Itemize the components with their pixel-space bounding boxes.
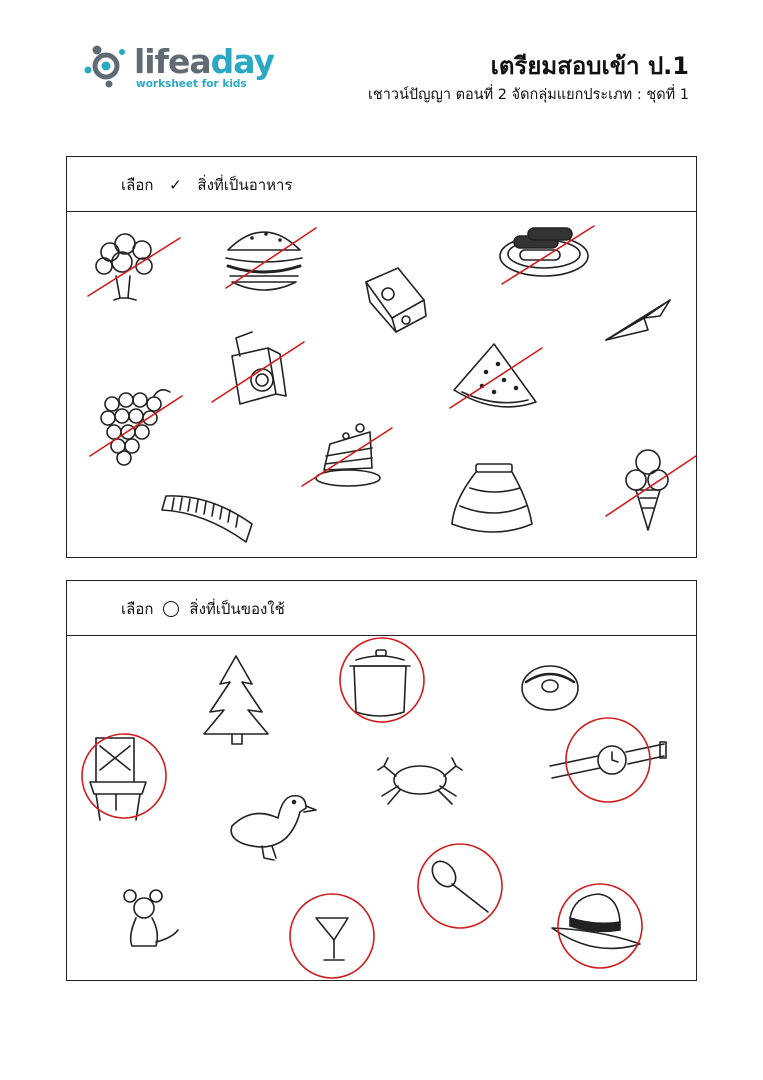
checkmark-icon: ✓ <box>169 176 182 194</box>
answer-circles <box>82 638 650 978</box>
glass-icon <box>316 918 348 960</box>
circle-chair <box>82 734 166 818</box>
juice-box-icon <box>232 332 286 404</box>
strike-ice-cream <box>606 456 696 516</box>
chair-icon <box>90 738 146 820</box>
mouse-icon <box>124 890 178 946</box>
crab-icon <box>378 758 462 804</box>
logo-tagline: worksheet for kids <box>136 78 247 90</box>
pot-icon <box>350 650 410 716</box>
page-title: เตรียมสอบเข้า ป.1 <box>490 52 689 80</box>
page-subtitle: เชาวน์ปัญญา ตอนที่ 2 จัดกลุ่มแยกประเภท : ชุดที่ 1 <box>367 87 689 103</box>
ice-cream-icon <box>626 450 668 530</box>
strike-cake-slice <box>302 428 392 486</box>
section-tools-instruction: สิ่งที่เป็นของใช้ <box>189 600 285 618</box>
grapes-icon <box>101 390 170 465</box>
pencil-sharpener-icon <box>366 268 426 332</box>
pick-label: เลือก <box>121 176 154 194</box>
answer-strikes <box>88 226 696 516</box>
spoon-icon <box>428 857 488 912</box>
pine-tree-icon <box>204 656 268 744</box>
circle-spoon <box>418 844 502 928</box>
section-food-instruction: สิ่งที่เป็นอาหาร <box>197 176 293 194</box>
circle-glass <box>290 894 374 978</box>
skirt-icon <box>452 464 532 532</box>
pick-label: เลือก <box>121 600 154 618</box>
duck-icon <box>231 796 316 860</box>
paper-plane-icon <box>606 300 670 340</box>
broccoli-icon <box>96 234 152 300</box>
sausage-plate-icon <box>500 228 588 276</box>
donut-icon <box>522 666 578 710</box>
cake-slice-icon <box>316 424 380 486</box>
comb-icon <box>162 496 252 542</box>
logo-wordmark: lifeaday <box>134 42 275 81</box>
